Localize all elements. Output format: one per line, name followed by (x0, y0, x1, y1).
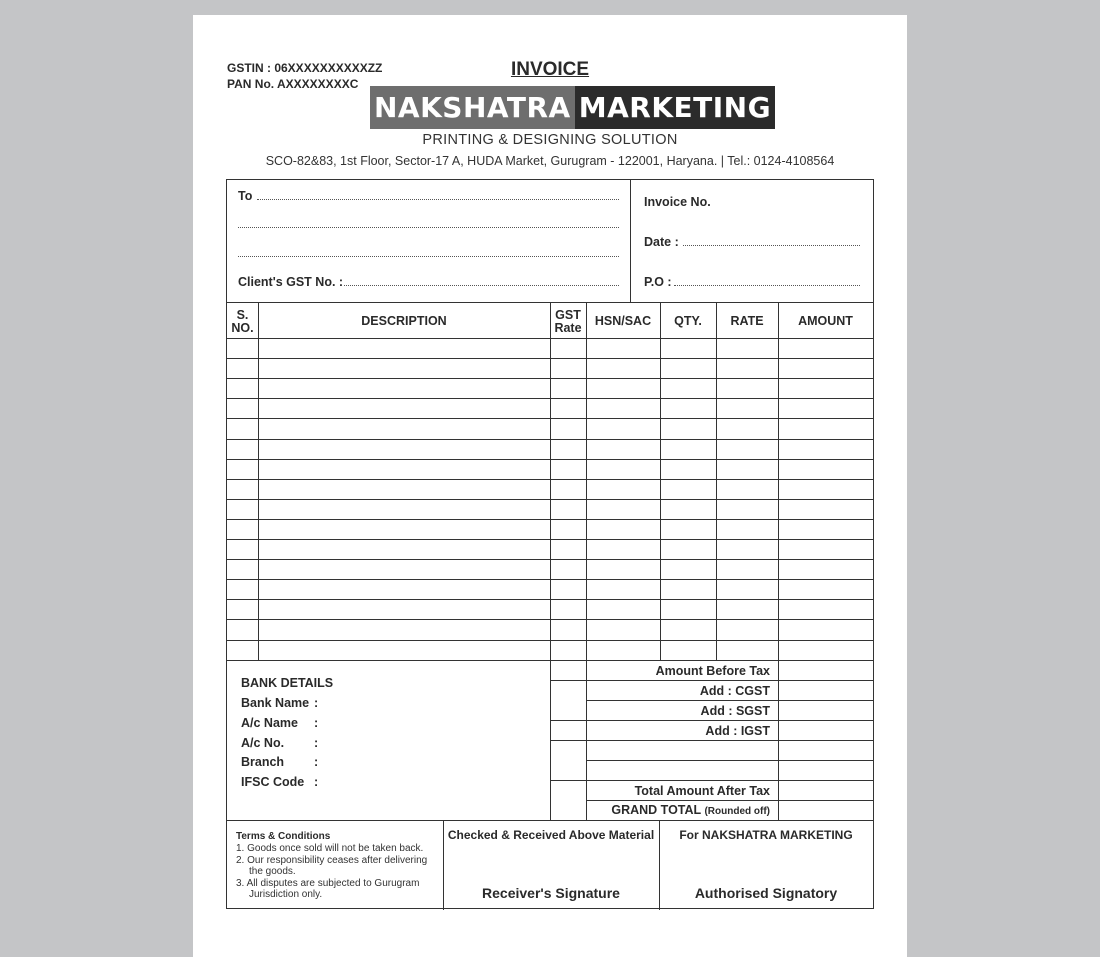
to-label: To (238, 189, 253, 203)
bank-name-colon: : (314, 696, 319, 710)
ac-name-label: A/c Name (241, 716, 298, 730)
terms-item-2-cont: the goods. (249, 866, 296, 877)
column-line (660, 302, 661, 660)
column-line (586, 302, 587, 660)
client-gst-label: Client's GST No. : (238, 275, 344, 289)
ifsc-label: IFSC Code (241, 775, 305, 789)
total-after-tax-label: Total Amount After Tax (634, 784, 770, 798)
totals-row-line (586, 800, 873, 801)
invoice-title: INVOICE (510, 59, 590, 80)
authorised-signatory[interactable]: Authorised Signatory (694, 885, 838, 901)
to-line-1[interactable] (257, 199, 619, 200)
terms-item-2: 2. Our responsibility ceases after delivering (236, 855, 428, 866)
client-gst-line[interactable] (344, 285, 619, 286)
sgst-label: Add : SGST (700, 704, 770, 718)
date-label: Date : (644, 235, 679, 249)
cgst-label: Add : CGST (699, 684, 770, 698)
col-description-header: DESCRIPTION (361, 314, 447, 328)
company-logo (370, 86, 775, 129)
totals-row-line (586, 760, 873, 761)
totals-row-line (550, 720, 873, 721)
pan-text: PAN No. AXXXXXXXXC (227, 77, 359, 91)
checked-received-text: Checked & Received Above Material (447, 828, 655, 842)
date-line[interactable] (683, 245, 860, 246)
receiver-signature[interactable]: Receiver's Signature (482, 885, 620, 901)
po-line[interactable] (674, 285, 860, 286)
gstin-text: GSTIN : 06XXXXXXXXXXZZ (227, 61, 383, 75)
po-label: P.O : (644, 275, 672, 289)
grand-total-label: GRAND TOTAL (Rounded off) (611, 803, 770, 817)
igst-label: Add : IGST (705, 724, 770, 738)
to-line-2[interactable] (238, 227, 619, 228)
logo-part-2: MARKETING (575, 86, 775, 129)
branch-label: Branch (241, 755, 285, 769)
invoice-no-label: Invoice No. (644, 195, 711, 209)
col-amount-header: AMOUNT (798, 314, 853, 328)
ac-no-label: A/c No. (241, 736, 285, 750)
bank-name-label: Bank Name (241, 696, 310, 710)
col-hsn-header: HSN/SAC (594, 314, 652, 328)
invoice-page (193, 15, 907, 957)
totals-row-line (550, 680, 873, 681)
totals-row-line (550, 740, 873, 741)
col-qty-header: QTY. (674, 314, 702, 328)
column-line (716, 302, 717, 660)
bank-heading: BANK DETAILS (241, 676, 334, 690)
col-sno-header: S. NO. (231, 308, 254, 335)
col-gst-header: GST Rate (554, 308, 582, 335)
totals-row-line (586, 700, 873, 701)
amount-before-tax-label: Amount Before Tax (655, 664, 770, 678)
terms-heading: Terms & Conditions (236, 831, 331, 842)
terms-item-3: 3. All disputes are subjected to Gurugram (236, 878, 420, 889)
totals-row-line (550, 780, 873, 781)
logo-part-1: NAKSHATRA (370, 86, 575, 129)
ifsc-colon: : (314, 775, 319, 789)
branch-colon: : (314, 755, 319, 769)
column-line (778, 302, 779, 660)
company-address: SCO-82&83, 1st Floor, Sector-17 A, HUDA Market, Gurugram - 122001, Haryana. | Tel.: 0124-4108564 (265, 154, 835, 168)
column-line (258, 302, 259, 660)
company-tagline: PRINTING & DESIGNING SOLUTION (422, 132, 678, 148)
to-line-3[interactable] (238, 256, 619, 257)
invoice-form (226, 179, 874, 909)
terms-item-3-cont: Jurisdiction only. (249, 889, 323, 900)
footer-top-line (227, 820, 873, 821)
for-company-text: For NAKSHATRA MARKETING (679, 828, 853, 842)
col-rate-header: RATE (730, 314, 764, 328)
terms-item-1: 1. Goods once sold will not be taken back. (236, 843, 424, 854)
column-line (550, 302, 551, 660)
ac-no-colon: : (314, 736, 319, 750)
ac-name-colon: : (314, 716, 319, 730)
